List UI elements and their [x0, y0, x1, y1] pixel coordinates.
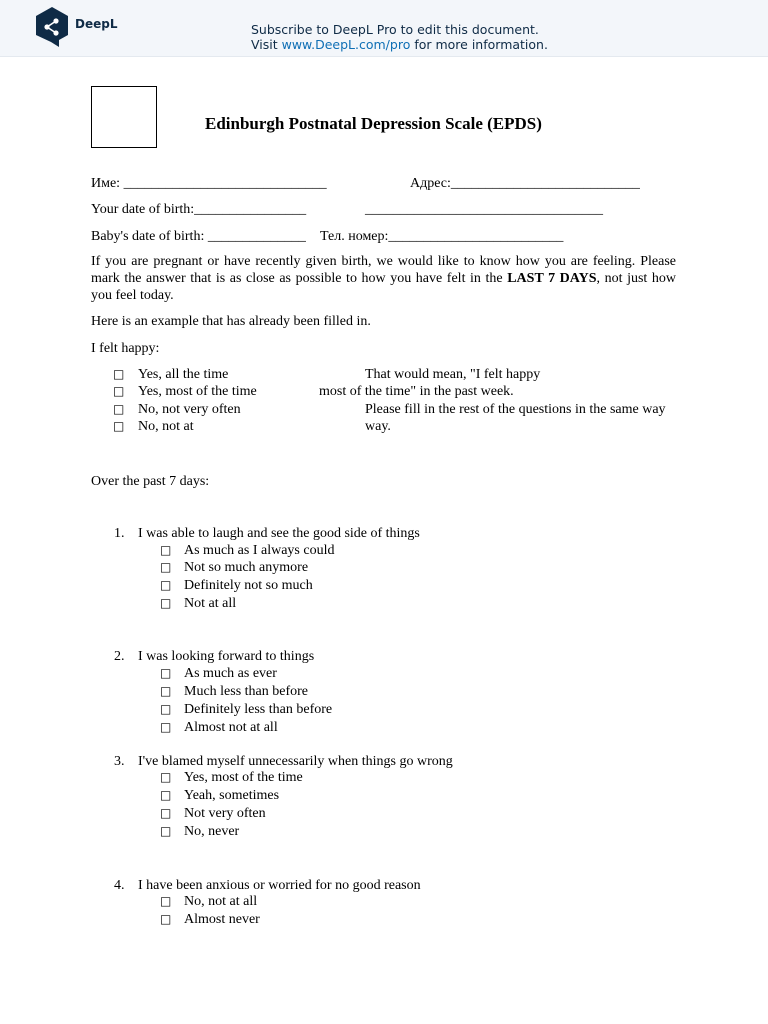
- date-of-birth-field: Your date of birth:________________: [91, 202, 307, 217]
- deepl-pro-link[interactable]: www.DeepL.com/pro: [281, 37, 411, 52]
- question-number: 4.: [114, 878, 125, 893]
- answer-option[interactable]: Yes, most of the time: [184, 770, 303, 785]
- answer-option[interactable]: Yeah, sometimes: [184, 788, 280, 803]
- answer-option[interactable]: Almost never: [184, 912, 260, 927]
- question-text: I was able to laugh and see the good side of things: [138, 526, 420, 541]
- intro-text-before: If you are pregnant or have recently given birth, we would like to know how you are feeling. Please mark the answer that is as close as possible to how you have felt in the: [91, 254, 676, 286]
- checkbox-icon: □: [113, 367, 125, 381]
- question-number: 3.: [114, 754, 125, 769]
- banner-suffix: for more information.: [410, 37, 548, 52]
- banner-line-1: Subscribe to DeepL Pro to edit this document.: [251, 22, 539, 37]
- checkbox-icon[interactable]: □: [160, 806, 172, 820]
- answer-option[interactable]: Definitely not so much: [184, 578, 313, 593]
- example-option-2: Yes, most of the time: [138, 384, 257, 399]
- logo-placeholder-box: [91, 86, 157, 148]
- example-note-line-1: That would mean, "I felt happy: [365, 367, 541, 382]
- checkbox-icon[interactable]: □: [160, 666, 172, 680]
- answer-option[interactable]: No, not at all: [184, 894, 258, 909]
- example-question: I felt happy:: [91, 341, 160, 356]
- answer-option[interactable]: As much as I always could: [184, 543, 335, 558]
- intro-emphasis: LAST 7 DAYS: [507, 271, 597, 286]
- answer-option[interactable]: Not at all: [184, 596, 237, 611]
- checkbox-icon[interactable]: □: [160, 720, 172, 734]
- checkbox-icon[interactable]: □: [160, 543, 172, 557]
- deepl-logo-icon: [34, 6, 70, 48]
- name-field: Име: _____________________________: [91, 176, 327, 191]
- checkbox-icon[interactable]: □: [160, 560, 172, 574]
- banner-visit: Visit: [251, 37, 282, 52]
- banner-line-2: [251, 37, 548, 52]
- checkbox-icon[interactable]: □: [160, 684, 172, 698]
- example-intro: Here is an example that has already been filled in.: [91, 314, 371, 329]
- document-title: Edinburgh Postnatal Depression Scale (EPDS): [205, 114, 542, 133]
- example-note-line-3: Please fill in the rest of the questions in the same way: [365, 402, 666, 417]
- checkbox-icon[interactable]: □: [160, 788, 172, 802]
- checkbox-icon[interactable]: □: [160, 702, 172, 716]
- question-text: I have been anxious or worried for no good reason: [138, 878, 421, 893]
- answer-option[interactable]: As much as ever: [184, 666, 277, 681]
- question-number: 2.: [114, 649, 125, 664]
- question-text: I was looking forward to things: [138, 649, 315, 664]
- example-option-1: Yes, all the time: [138, 367, 229, 382]
- intro-paragraph: [91, 253, 676, 304]
- checkbox-icon[interactable]: □: [160, 894, 172, 908]
- checkbox-icon: □: [113, 419, 125, 433]
- question-number: 1.: [114, 526, 125, 541]
- over-past-7-days: Over the past 7 days:: [91, 474, 210, 489]
- checkbox-icon: □: [113, 402, 125, 416]
- baby-date-of-birth-field: Baby's date of birth: ______________: [91, 229, 306, 244]
- address-continuation-line: __________________________________: [365, 202, 603, 217]
- checkbox-icon[interactable]: □: [160, 824, 172, 838]
- banner-message: [251, 22, 548, 52]
- deepl-banner: [0, 0, 768, 57]
- answer-option[interactable]: Much less than before: [184, 684, 309, 699]
- checkbox-icon[interactable]: □: [160, 596, 172, 610]
- answer-option[interactable]: Not very often: [184, 806, 266, 821]
- address-field: Адрес:___________________________: [410, 176, 640, 191]
- answer-option[interactable]: Definitely less than before: [184, 702, 333, 717]
- checkbox-icon[interactable]: □: [160, 912, 172, 926]
- phone-field: Тел. номер:_________________________: [320, 229, 564, 244]
- answer-option[interactable]: No, never: [184, 824, 240, 839]
- deepl-brand: DeepL: [75, 17, 118, 31]
- example-note-line-2: most of the time" in the past week.: [319, 384, 514, 399]
- example-option-3: No, not very often: [138, 402, 241, 417]
- example-note-line-4: way.: [365, 419, 391, 434]
- intro-text-after: , not just how you feel today.: [91, 271, 677, 303]
- checkbox-icon[interactable]: □: [160, 578, 172, 592]
- question-text: I've blamed myself unnecessarily when things go wrong: [138, 754, 453, 769]
- answer-option[interactable]: Almost not at all: [184, 720, 278, 735]
- answer-option[interactable]: Not so much anymore: [184, 560, 309, 575]
- example-option-4: No, not at: [138, 419, 194, 434]
- checkbox-icon[interactable]: □: [160, 770, 172, 784]
- checkbox-icon: □: [113, 384, 125, 398]
